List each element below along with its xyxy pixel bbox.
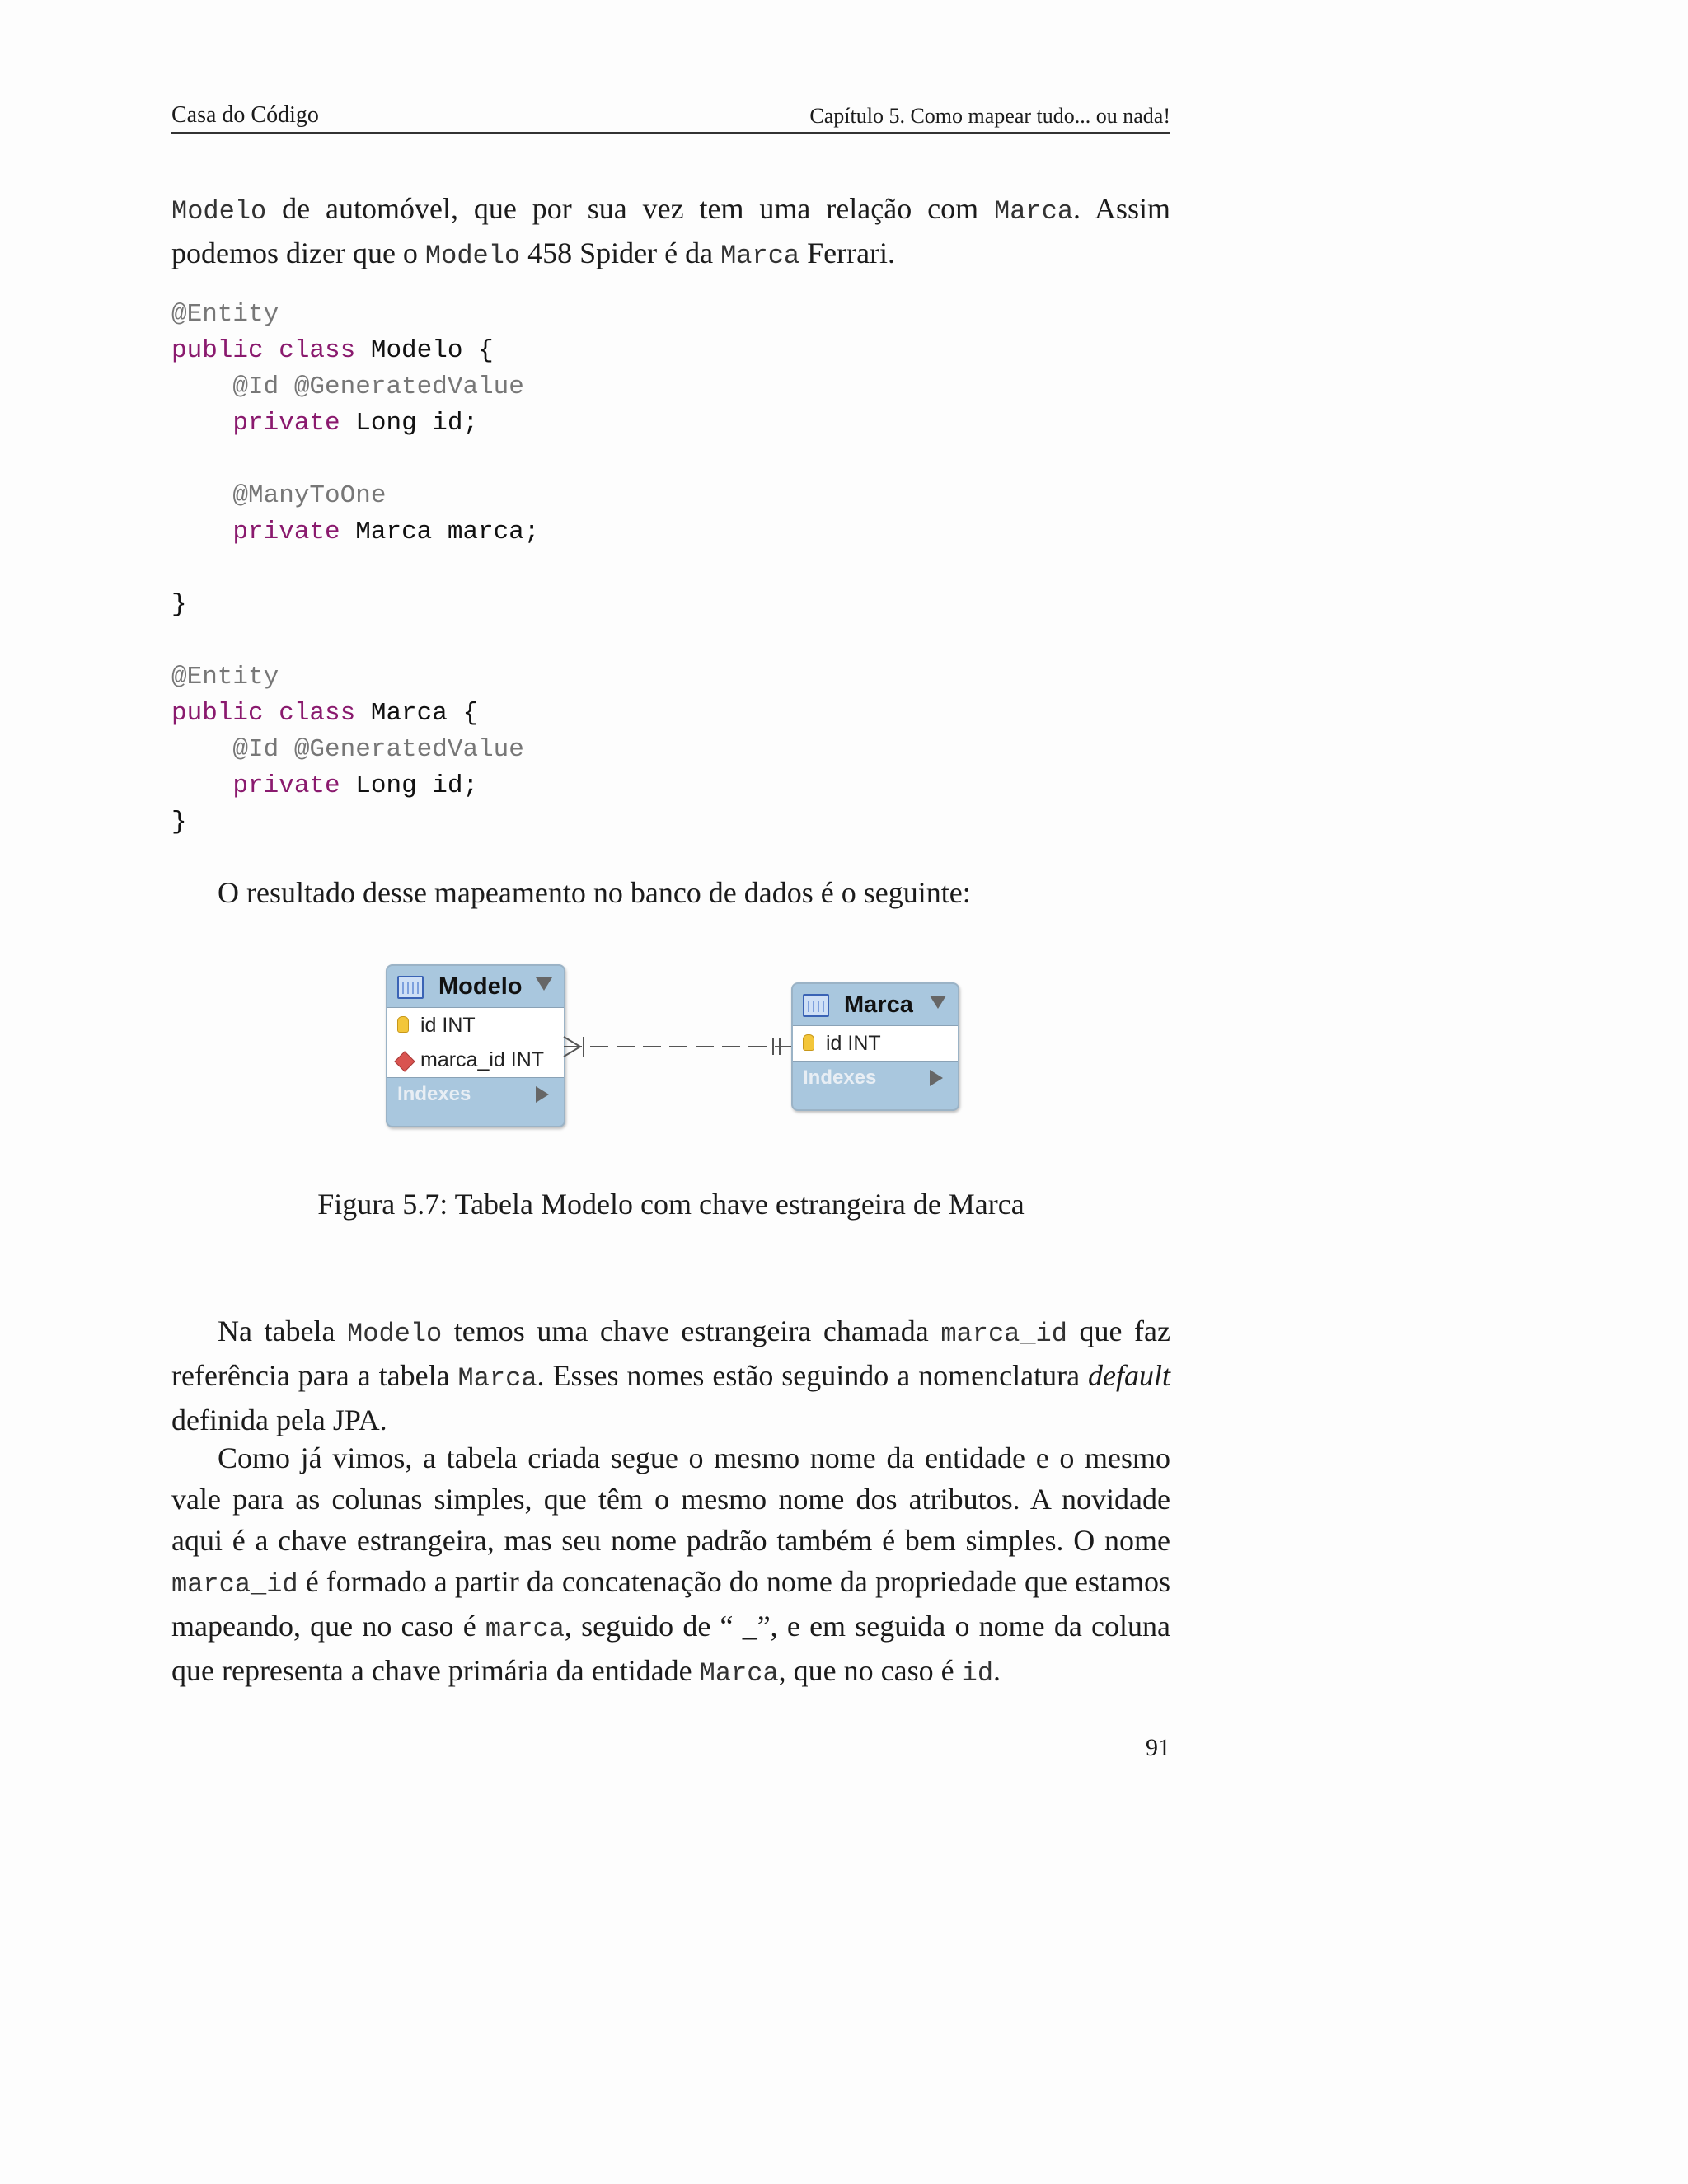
- header-book-title: Casa do Código: [171, 102, 319, 128]
- para-text: , seguido de “ _”, e em seguida o nome da coluna que representa a chave primária da entidade: [171, 1610, 1170, 1687]
- er-indexes-row: [793, 1062, 958, 1094]
- chevron-down-icon: [536, 977, 552, 991]
- inline-code-modelo: Modelo: [347, 1319, 443, 1349]
- relationship-line: [562, 1030, 793, 1063]
- page-number: 91: [1146, 1734, 1170, 1761]
- code-keyword: private: [232, 409, 340, 438]
- inline-code-marca: Marca: [699, 1658, 779, 1689]
- para-text: , que no caso é: [778, 1654, 962, 1687]
- intro-text: de automóvel, que por sua vez tem uma relação com: [266, 192, 995, 225]
- intro-text: 458 Spider é da: [520, 237, 721, 269]
- er-column-label: marca_id INT: [420, 1048, 545, 1071]
- code-line: @Id @GeneratedValue: [232, 373, 524, 401]
- para-text: definida pela JPA.: [171, 1404, 387, 1436]
- primary-key-icon: [397, 1016, 409, 1033]
- er-column: [387, 1043, 564, 1077]
- er-table-header: [793, 984, 958, 1025]
- er-column: [387, 1008, 564, 1043]
- italic-term: default: [1088, 1359, 1170, 1392]
- code-keyword: public class: [171, 699, 356, 728]
- er-table-name: Modelo: [438, 973, 523, 1000]
- intro-paragraph: [171, 188, 1170, 277]
- er-table-name: Marca: [844, 991, 913, 1018]
- crowfoot-mark: [564, 1037, 580, 1047]
- er-table-header: [387, 966, 564, 1007]
- code-line: }: [171, 590, 187, 619]
- foreign-key-icon: [394, 1051, 415, 1071]
- chevron-right-icon: [930, 1070, 943, 1086]
- figure-caption: Figura 5.7: Tabela Modelo com chave estrangeira de Marca: [317, 1188, 1025, 1221]
- er-column-label: id INT: [420, 1014, 476, 1037]
- code-line: Marca {: [355, 699, 479, 728]
- er-table-footer: [387, 1111, 564, 1126]
- er-table-modelo: [386, 964, 565, 1127]
- er-indexes-label: Indexes: [397, 1083, 471, 1105]
- table-icon: [803, 994, 829, 1017]
- code-line: @Id @GeneratedValue: [232, 735, 524, 764]
- inline-code-marca: Marca: [994, 196, 1074, 227]
- inline-code-marca: Marca: [720, 241, 800, 271]
- para-text: é formado a partir da concatenação do nome da propriedade que estamos mapeando, que no caso é: [171, 1565, 1170, 1643]
- primary-key-icon: [803, 1034, 814, 1051]
- er-table-marca: [791, 982, 959, 1111]
- para-text: Como já vimos, a tabela criada segue o mesmo nome da entidade e o mesmo vale para as colunas simples, que têm o mesmo nome dos atributos. A novidade aqui é a chave estrangeira, mas seu nome padrão também é bem simples. O nome: [171, 1441, 1170, 1557]
- er-indexes-label: Indexes: [803, 1066, 877, 1089]
- er-columns: [793, 1025, 958, 1062]
- inline-code-modelo: Modelo: [424, 241, 521, 271]
- er-column-label: id INT: [826, 1032, 881, 1055]
- code-line: }: [171, 808, 187, 837]
- result-sentence: O resultado desse mapeamento no banco de dados é o seguinte:: [218, 876, 971, 909]
- para-text: temos uma chave estrangeira chamada: [442, 1315, 941, 1347]
- inline-code-marca-id: marca_id: [171, 1569, 298, 1600]
- code-block: [171, 297, 540, 841]
- code-keyword: private: [232, 771, 340, 800]
- para-text: . Esses nomes estão seguindo a nomenclatura: [537, 1359, 1088, 1392]
- inline-code-marca-id: marca_id: [940, 1319, 1067, 1349]
- code-line: Modelo {: [355, 336, 494, 365]
- inline-code-id: id: [961, 1658, 994, 1689]
- code-keyword: private: [232, 518, 340, 546]
- inline-code-modelo: Modelo: [171, 196, 267, 227]
- code-line: @Entity: [171, 663, 279, 691]
- para-text: .: [993, 1654, 1001, 1687]
- intro-text: Ferrari.: [799, 237, 896, 269]
- code-line: @ManyToOne: [232, 481, 387, 510]
- crowfoot-mark: [564, 1047, 580, 1057]
- code-line: Long id;: [340, 771, 479, 800]
- paragraph-naming: [171, 1437, 1170, 1694]
- table-icon: [397, 976, 424, 999]
- er-table-footer: [793, 1094, 958, 1109]
- para-text: Na tabela: [218, 1315, 348, 1347]
- code-line: @Entity: [171, 300, 279, 329]
- chevron-right-icon: [536, 1086, 549, 1103]
- er-column: [793, 1026, 958, 1061]
- code-keyword: public class: [171, 336, 356, 365]
- inline-code-marca-lower: marca: [485, 1614, 565, 1644]
- header-chapter-title: Capítulo 5. Como mapear tudo... ou nada!: [809, 104, 1170, 128]
- code-line: Long id;: [340, 409, 479, 438]
- paragraph-foreign-key: [171, 1310, 1170, 1441]
- intro-text: . Assim podemos dizer que o: [171, 192, 1170, 269]
- er-columns: [387, 1007, 564, 1078]
- er-indexes-row: [387, 1078, 564, 1111]
- chevron-down-icon: [930, 996, 946, 1009]
- running-header: [171, 97, 1170, 134]
- inline-code-marca: Marca: [457, 1363, 537, 1394]
- para-text: que faz referência para a tabela: [171, 1315, 1170, 1392]
- code-line: Marca marca;: [340, 518, 540, 546]
